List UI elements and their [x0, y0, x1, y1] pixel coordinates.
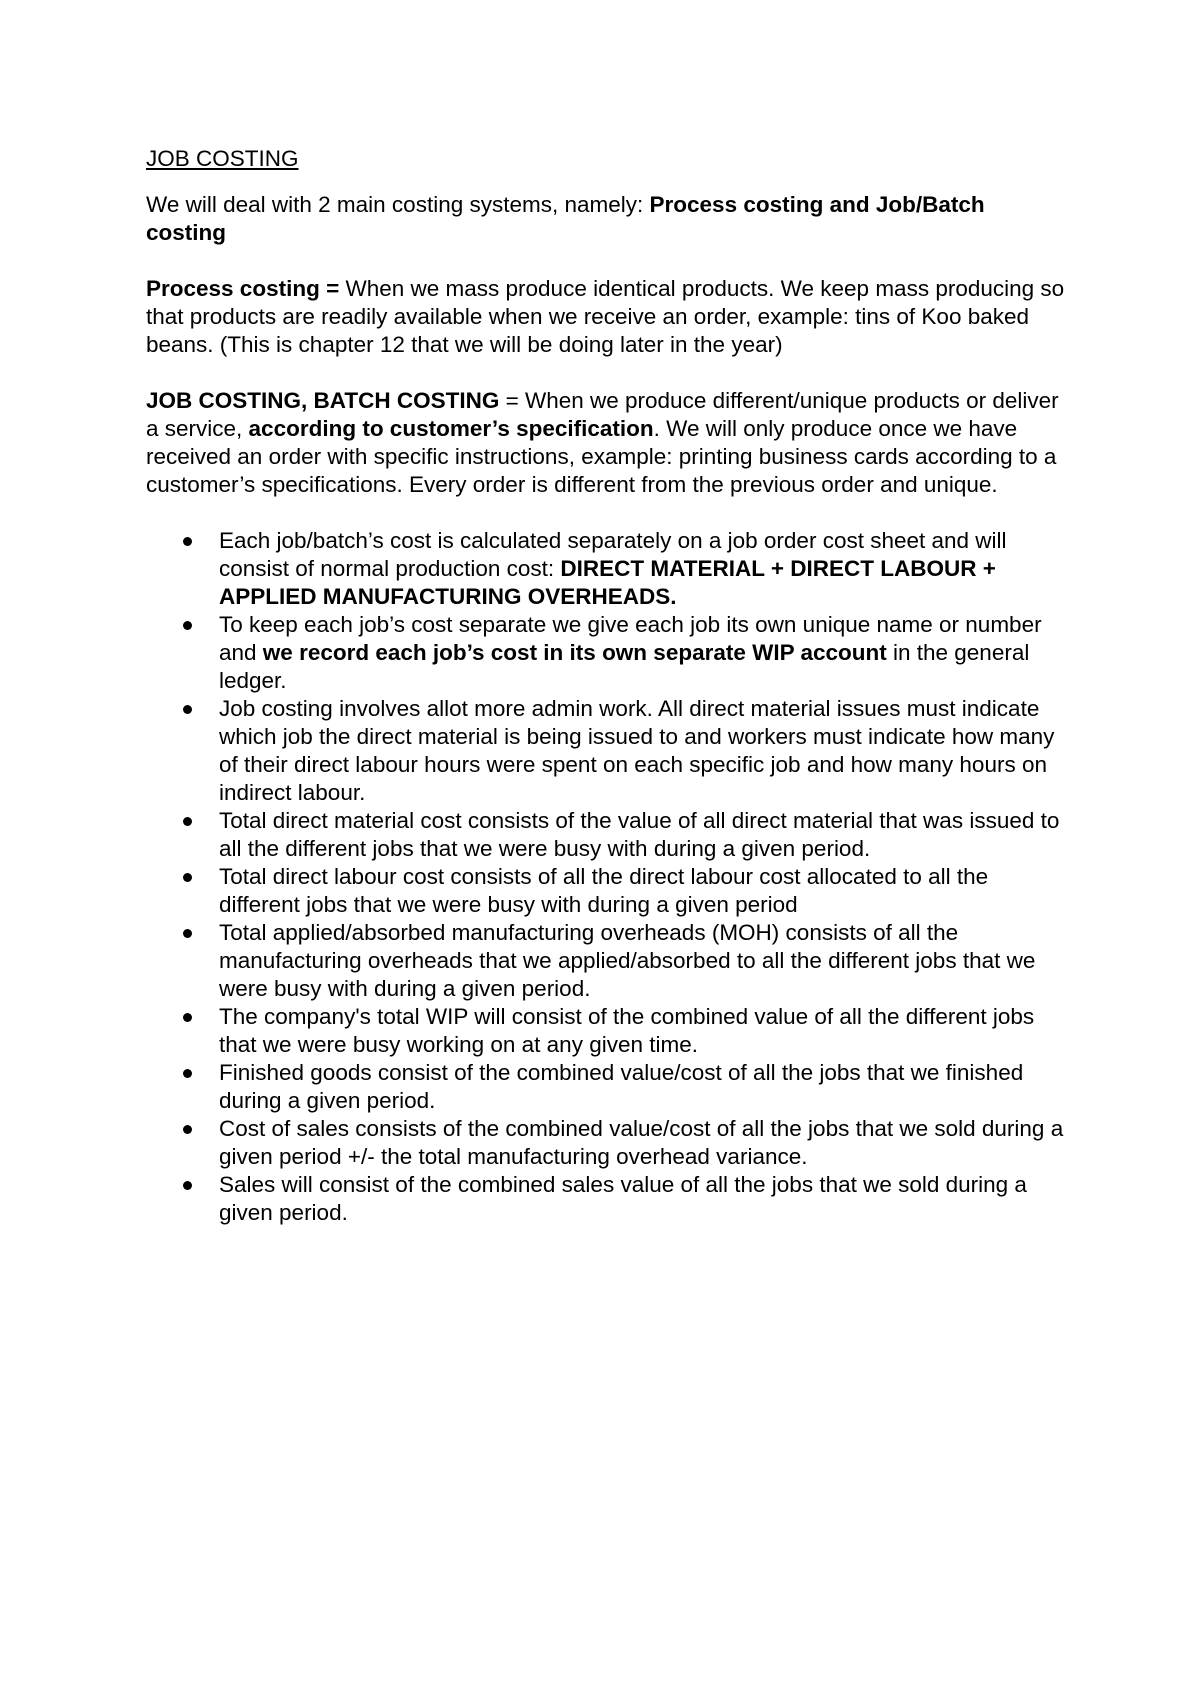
job-costing-text-after: . We will only produce once we have received an order with specific instructions, example: printing business cards according to a customer’s specifications. Every order is different from the previous order and unique.: [146, 416, 1057, 497]
bullet-text: Total direct labour cost consists of all the direct labour cost allocated to all the different jobs that we were busy with during a given period: [219, 864, 989, 917]
bullet-text: To keep each job’s cost separate we give each job its own unique name or number and: [219, 612, 1042, 665]
page-title: JOB COSTING: [146, 146, 299, 171]
bullet-text: Sales will consist of the combined sales value of all the jobs that we sold during a given period.: [219, 1172, 1027, 1225]
bullet-icon: [183, 1125, 192, 1134]
bullet-text: Total applied/absorbed manufacturing overheads (MOH) consists of all the manufacturing overheads that we applied/absorbed to all the different jobs that we were busy with during a given period.: [219, 920, 1036, 1001]
bullet-text: Cost of sales consists of the combined value/cost of all the jobs that we sold during a given period +/- the total manufacturing overhead variance.: [219, 1116, 1064, 1169]
list-item: [146, 695, 1066, 807]
list-item: [146, 1171, 1066, 1227]
intro-text: We will deal with 2 main costing systems, namely:: [146, 192, 650, 217]
bullet-icon: [183, 929, 192, 938]
list-item: [146, 1003, 1066, 1059]
bullet-text-after: in the general ledger.: [219, 640, 1030, 693]
list-item: [146, 527, 1066, 611]
job-costing-paragraph: [146, 387, 1066, 499]
bullet-icon: [183, 873, 192, 882]
intro-paragraph: [146, 191, 1066, 247]
bullet-list: [146, 527, 1066, 1227]
bullet-icon: [183, 1013, 192, 1022]
process-costing-definition: When we mass produce identical products. We keep mass producing so that products are readily available when we receive an order, example: tins of Koo baked beans. (This is chapter 12 that we will be doing later in the year): [146, 276, 1065, 357]
bullet-icon: [183, 621, 192, 630]
bullet-icon: [183, 1181, 192, 1190]
document-body: [146, 145, 1066, 1227]
job-costing-bold-phrase: according to customer’s specification: [248, 416, 654, 441]
list-item: [146, 1115, 1066, 1171]
list-item: [146, 807, 1066, 863]
list-item: [146, 919, 1066, 1003]
bullet-text: Total direct material cost consists of the value of all direct material that was issued to all the different jobs that we were busy with during a given period.: [219, 808, 1060, 861]
list-item: [146, 611, 1066, 695]
bullet-bold-text: DIRECT MATERIAL + DIRECT LABOUR + APPLIED MANUFACTURING OVERHEADS.: [219, 556, 996, 609]
bullet-text: The company's total WIP will consist of the combined value of all the different jobs that we were busy working on at any given time.: [219, 1004, 1035, 1057]
job-costing-term: JOB COSTING, BATCH COSTING: [146, 388, 500, 413]
bullet-icon: [183, 537, 192, 546]
bullet-icon: [183, 705, 192, 714]
list-item: [146, 1059, 1066, 1115]
intro-bold-text: Process costing and Job/Batch costing: [146, 192, 985, 245]
job-costing-text-before: = When we produce different/unique products or deliver a service,: [146, 388, 1059, 441]
bullet-icon: [183, 817, 192, 826]
bullet-text: Finished goods consist of the combined value/cost of all the jobs that we finished during a given period.: [219, 1060, 1024, 1113]
process-costing-term: Process costing =: [146, 276, 340, 301]
bullet-text: Each job/batch’s cost is calculated separately on a job order cost sheet and will consist of normal production cost:: [219, 528, 1007, 581]
bullet-text: Job costing involves allot more admin work. All direct material issues must indicate which job the direct material is being issued to and workers must indicate how many of their direct labour hours were spent on each specific job and how many hours on indirect labour.: [219, 696, 1055, 805]
list-item: [146, 863, 1066, 919]
bullet-bold-text: we record each job’s cost in its own separate WIP account: [262, 640, 887, 665]
bullet-icon: [183, 1069, 192, 1078]
process-costing-paragraph: [146, 275, 1066, 359]
